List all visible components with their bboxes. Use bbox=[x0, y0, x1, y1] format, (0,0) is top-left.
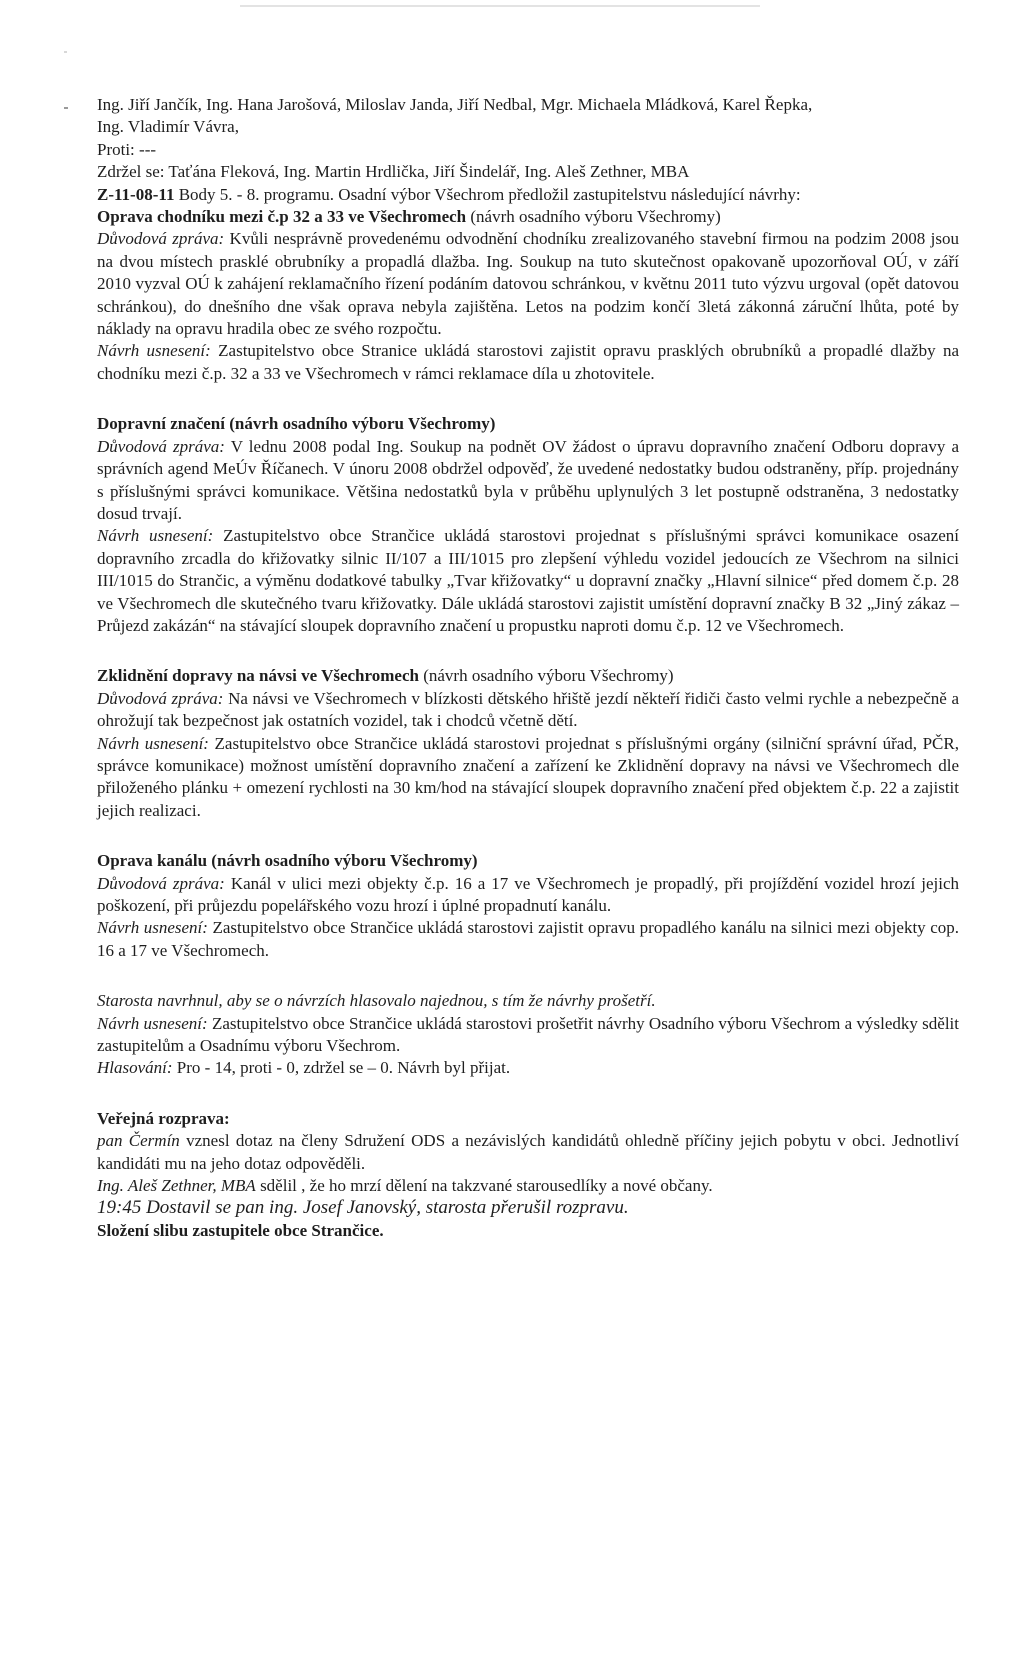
votes-for-line-2: Ing. Vladimír Vávra, bbox=[97, 117, 239, 137]
section-vote bbox=[97, 990, 959, 1080]
report-paragraph bbox=[97, 436, 959, 526]
section-title bbox=[97, 206, 959, 228]
discussion-paragraph-2 bbox=[97, 1175, 959, 1197]
section-title-rest: (návrh osadního výboru Všechromy) bbox=[466, 207, 721, 227]
report-paragraph bbox=[97, 228, 959, 340]
vote-text: Pro - 14, proti - 0, zdržel se – 0. Návrh byl přijat. bbox=[172, 1058, 511, 1078]
report-paragraph bbox=[97, 688, 959, 733]
item-z11-intro bbox=[97, 184, 959, 206]
document-body bbox=[97, 94, 959, 1242]
resolution-label: Návrh usnesení: bbox=[97, 1013, 208, 1033]
scan-speck bbox=[64, 51, 67, 53]
resolution-paragraph bbox=[97, 917, 959, 962]
scan-speck bbox=[64, 107, 68, 109]
resolution-paragraph bbox=[97, 733, 959, 823]
report-label: Důvodová zpráva: bbox=[97, 873, 225, 893]
section-traffic-calming bbox=[97, 665, 959, 822]
report-text: Kanál v ulici mezi objekty č.p. 16 a 17 ve Všechromech je propadlý, při projíždění vozidel hrozí jejich poškození, při průjezdu popelářského vozu hrozí i úplné propadnutí kanálu. bbox=[97, 873, 959, 915]
mayor-note-text: Starosta navrhnul, aby se o návrzích hlasovalo najednou, s tím že návrhy prošetří. bbox=[97, 991, 656, 1011]
vote-label: Hlasování: bbox=[97, 1058, 173, 1078]
discussion-paragraph-1 bbox=[97, 1130, 959, 1175]
timeline-note: 19:45 Dostavil se pan ing. Josef Janovský, starosta přerušil rozpravu. bbox=[97, 1197, 629, 1219]
resolution-label: Návrh usnesení: bbox=[97, 526, 214, 546]
resolution-paragraph bbox=[97, 525, 959, 637]
speaker-name: Ing. Aleš Zethner, MBA bbox=[97, 1176, 256, 1196]
resolution-text: Zastupitelstvo obce Strančice ukládá starostovi projednat s příslušnými orgány (silniční správní úřad, PČR, správce komunikace) možnost umístění dopravního značení a zařízení ke Zklidnění dopravy na návsi ve Všechromech dle přiloženého plánku + omezení rychlosti na 30 km/hod na stávající sloupek dopravního značení před objektem č.p. 22 a zajistit jejich realizaci. bbox=[97, 733, 959, 820]
section-title-bold: Oprava chodníku mezi č.p 32 a 33 ve Všechromech bbox=[97, 207, 467, 227]
report-text: Na návsi ve Všechromech v blízkosti dětského hřiště jezdí někteří řidiči často velmi rychle a nebezpečně a ohrožují tak bezpečnost jak ostatních vozidel, tak i chodců včetně dětí. bbox=[97, 688, 960, 731]
final-heading: Složení slibu zastupitele obce Strančice. bbox=[97, 1220, 384, 1240]
resolution-paragraph bbox=[97, 340, 959, 385]
section-title-rest: (návrh osadního výboru Všechromy) bbox=[418, 666, 674, 686]
item-intro-text: Body 5. - 8. programu. Osadní výbor Všechrom předložil zastupitelstvu následující návrhy: bbox=[174, 184, 801, 204]
report-paragraph bbox=[97, 873, 959, 918]
section-title-bold: Dopravní značení (návrh osadního výboru Všechromy) bbox=[97, 414, 496, 434]
section-channel-repair bbox=[97, 850, 959, 962]
votes-against: Proti: --- bbox=[97, 139, 157, 159]
resolution-label: Návrh usnesení: bbox=[97, 918, 208, 938]
mayor-note bbox=[97, 990, 959, 1012]
report-label: Důvodová zpráva: bbox=[97, 229, 225, 249]
section-traffic-signs bbox=[97, 413, 959, 637]
report-label: Důvodová zpráva: bbox=[97, 436, 225, 456]
resolution-paragraph bbox=[97, 1013, 959, 1058]
section-title-bold: Veřejná rozprava: bbox=[97, 1108, 230, 1128]
section-public-discussion bbox=[97, 1108, 959, 1198]
scan-artifact-line bbox=[240, 5, 760, 7]
votes-for-line-1: Ing. Jiří Jančík, Ing. Hana Jarošová, Miloslav Janda, Jiří Nedbal, Mgr. Michaela Mládková, Karel Řepka, bbox=[97, 95, 813, 114]
report-label: Důvodová zpráva: bbox=[97, 688, 224, 708]
item-code: Z-11-08-11 bbox=[97, 184, 175, 204]
speaker-name: pan Čermín bbox=[97, 1131, 180, 1151]
section-title-bold: Zklidnění dopravy na návsi ve Všechromech bbox=[97, 666, 419, 686]
resolution-text: Zastupitelstvo obce Strančice ukládá starostovi projednat s příslušnými správci komunikace osazení dopravního zrcadla do křižovatky silnic II/107 a III/1015 pro zlepšení výhledu vozidel jedoucích ze Všechrom na silnici III/1015 do Strančic, a výměnu dodatkové tabulky „Tvar křižovatky“ u dopravní značky „Hlavní silnice“ před domem č.p. 28 ve Všechromech dle skutečného tvaru křižovatky. Dále ukládá starostovi zajistit umístění dopravní značky B 32 „Jiný zákaz – Průjezd zakázán“ na stávající sloupek dopravního značení u propustku naproti domu č.p. 12 ve Všechromech. bbox=[97, 526, 960, 635]
section-title bbox=[97, 413, 959, 435]
vote-result bbox=[97, 1057, 959, 1079]
section-sidewalk bbox=[97, 206, 959, 385]
section-title-bold: Oprava kanálu (návrh osadního výboru Všechromy) bbox=[97, 851, 478, 871]
resolution-label: Návrh usnesení: bbox=[97, 341, 211, 361]
votes-abstained: Zdržel se: Taťána Fleková, Ing. Martin Hrdlička, Jiří Šindelář, Ing. Aleš Zethner, MBA bbox=[97, 162, 690, 182]
report-text: Kvůli nesprávně provedenému odvodnění chodníku zrealizovaného stavební firmou na podzim 2008 jsou na dvou místech prasklé obrubníky a propadlá dlažba. Ing. Soukup na tuto skutečnost opakovaně upozorňoval OÚ, v září 2010 vyzval OÚ k zahájení reklamačního řízení podáním datovou schránkou, v květnu 2011 tuto výzvu urgoval (opět datovou schránkou), do dnešního dne však oprava nebyla zajištěna. Letos na podzim končí 3letá zákonná záruční lhůta, poté by náklady na opravu hradila obec ze svého rozpočtu. bbox=[97, 229, 960, 339]
speaker-text: sdělil , že ho mrzí dělení na takzvané starousedlíky a nové občany. bbox=[255, 1176, 713, 1196]
speaker-text: vznesl dotaz na členy Sdružení ODS a nezávislých kandidátů ohledně příčiny jejich pobytu v obci. Jednotliví kandidáti mu na jeho dotaz odpověděli. bbox=[97, 1131, 960, 1173]
resolution-label: Návrh usnesení: bbox=[97, 733, 209, 753]
section-title bbox=[97, 1108, 959, 1130]
resolution-text: Zastupitelstvo obce Strančice ukládá starostovi prošetřit návrhy Osadního výboru Všechrom a výsledky sdělit zastupitelům a Osadnímu výboru Všechrom. bbox=[97, 1013, 959, 1056]
report-text: V lednu 2008 podal Ing. Soukup na podnět OV žádost o úpravu dopravního značení Odboru dopravy a správních agend MeÚv Říčanech. V únoru 2008 obdržel odpověď, že uvedené nedostatky budou odstraněny, příp. projednány s příslušnými správci komunikace. Většina nedostatků byla v průběhu uplynulých 3 let postupně odstraněna, 3 nedostatky dosud trvají. bbox=[97, 436, 959, 523]
resolution-text: Zastupitelstvo obce Stranice ukládá starostovi zajistit opravu prasklých obrubníků a propadlé dlažby na chodníku mezi č.p. 32 a 33 ve Všechromech v rámci reklamace díla u zhotovitele. bbox=[97, 341, 960, 383]
section-title bbox=[97, 850, 959, 872]
section-title bbox=[97, 665, 959, 687]
resolution-text: Zastupitelstvo obce Strančice ukládá starostovi zajistit opravu propadlého kanálu na silnici mezi objekty cop. 16 a 17 ve Všechromech. bbox=[97, 918, 959, 960]
